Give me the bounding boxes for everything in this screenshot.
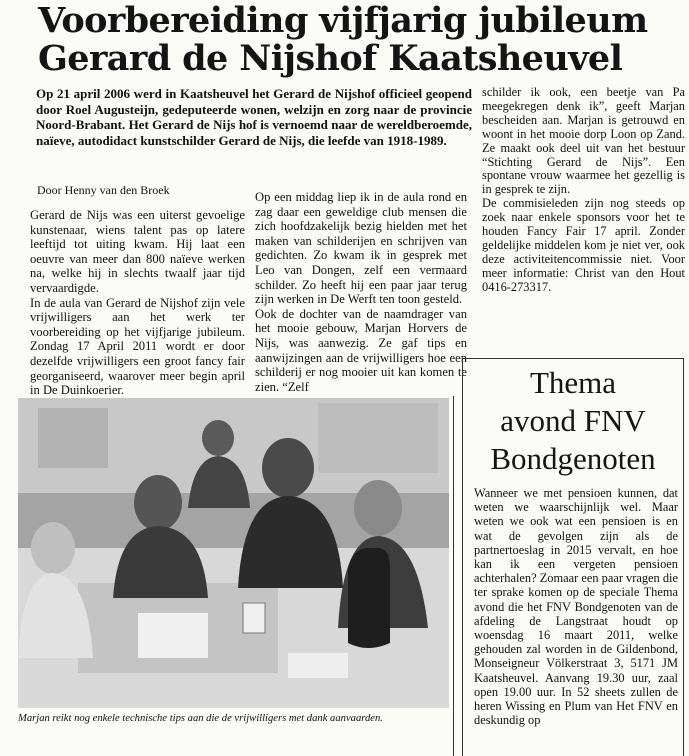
- article-column-1: [30, 208, 245, 398]
- column-1-paragraph-2: In de aula van Gerard de Nijshof zijn vele vrijwilligers aan het werk ter voorbereiding op het vijfjarige jubileum. Zondag 17 April 2011 wordt er door dezelfde vrijwilligers een groot fancy fair georganiseerd, waarover meer begin april in De Duinkoerier.: [30, 295, 245, 398]
- article-headline: [38, 2, 678, 78]
- article-photo: [18, 398, 449, 708]
- column-divider: [453, 396, 454, 756]
- sidebar-text: [474, 486, 678, 727]
- article-column-3: [482, 86, 685, 295]
- photo-caption: Marjan reikt nog enkele technische tips aan die de vrijwilligers met dank aanvaarden.: [18, 713, 383, 724]
- column-3-paragraph-2: De commisieleden zijn nog steeds op zoek naar enkele sponsors voor het te houden Fancy Fair 17 april. Zonder geldelijke middelen kom je niet ver, ook deze activiteitencommissie niet. Voor meer informatie: Christ van den Hout 0416-273317.: [482, 196, 685, 294]
- sidebar-title-line-3: Bondgenoten: [490, 441, 656, 476]
- article-intro: Op 21 april 2006 werd in Kaatsheuvel het Gerard de Nijshof officieel geopend door Roel Augusteijn, gedeputeerde wonen, welzijn en zorg naar de provincie Noord-Brabant. Het Gerard de Nijs hof is vernoemd naar de wereldberoemde, naïeve, autodidact kunstschilder Gerard de Nijs, die leefde van 1918-1989.: [36, 86, 472, 148]
- sidebar-title-line-1: Thema: [529, 365, 617, 400]
- headline-line-1: Voorbereiding vijfjarig jubileum: [38, 0, 648, 41]
- sidebar-title-line-2: avond FNV: [500, 403, 646, 438]
- column-1-paragraph-1: Gerard de Nijs was een uiterst gevoelige kunstenaar, wiens talent pas op latere leeftijd tot uiting kwam. Hij laat een oeuvre van meer dan 800 naïeve werken na, welke hij in slechts twaalf jaar tijd vervaardigde.: [30, 208, 245, 295]
- column-3-paragraph-1: schilder ik ook, een beetje van Pa meegekregen denk ik”, geeft Marjan bescheiden aan. Marjan is getrouwd en woont in het mooie dorp Loon op Zand. Ze maakt ook deel uit van het bestuur “Stichting Gerard de Nijs”. Een spontane vrouw waarmee het gezellig is in gesprek te zijn.: [482, 85, 685, 197]
- photo-volunteers-painting: [18, 398, 449, 708]
- article-byline: Door Henny van den Broek: [37, 183, 170, 197]
- column-2-paragraph-1: Op een middag liep ik in de aula rond en zag daar een geweldige club mensen die zich hoofdzakelijk bezig hielden met het maken van schilderijen en schrijven van gedichten. Zo kwam ik in gesprek met Leo van Dongen, zelf een vermaard schilder. Zo heeft hij een paar jaar terug zijn werken in De Werft ten toon gesteld.: [255, 190, 467, 307]
- sidebar-title: [462, 364, 684, 478]
- sidebar-paragraph: Wanneer we met pensioen kunnen, dat weten we waarschijnlijk wel. Maar weten we ook wat een pensioen is en wat de gevolgen zijn als de partnertoeslag in 2015 vervalt, en hoe kan ik een vergeten pensioen achterhalen? Zomaar een paar vragen die ter sprake komen op de speciale Thema avond die het FNV Bondgenoten van de afdeling de Langstraat houdt op woensdag 16 maart 2011, welke gehouden zal worden in de Gildenbond, Monseigneur Völkerstraat 3, 5171 JM Kaatsheuvel. Aanvang 19.30 uur, zaal open 19.00 uur. In 52 sheets zullen de heren Wissing en Plum van Het FNV en deskundig op: [474, 486, 678, 728]
- column-2-paragraph-2: Ook de dochter van de naamdrager van het mooie gebouw, Marjan Horvers de Nijs, was aanwezig. Ze gaf tips en aanwijzingen aan de vrijwilligers hoe een schilderij er nog mooier uit kan komen te zien. “Zelf: [255, 306, 467, 394]
- article-column-2: [255, 190, 467, 394]
- headline-line-2: Gerard de Nijshof Kaatsheuvel: [38, 38, 623, 79]
